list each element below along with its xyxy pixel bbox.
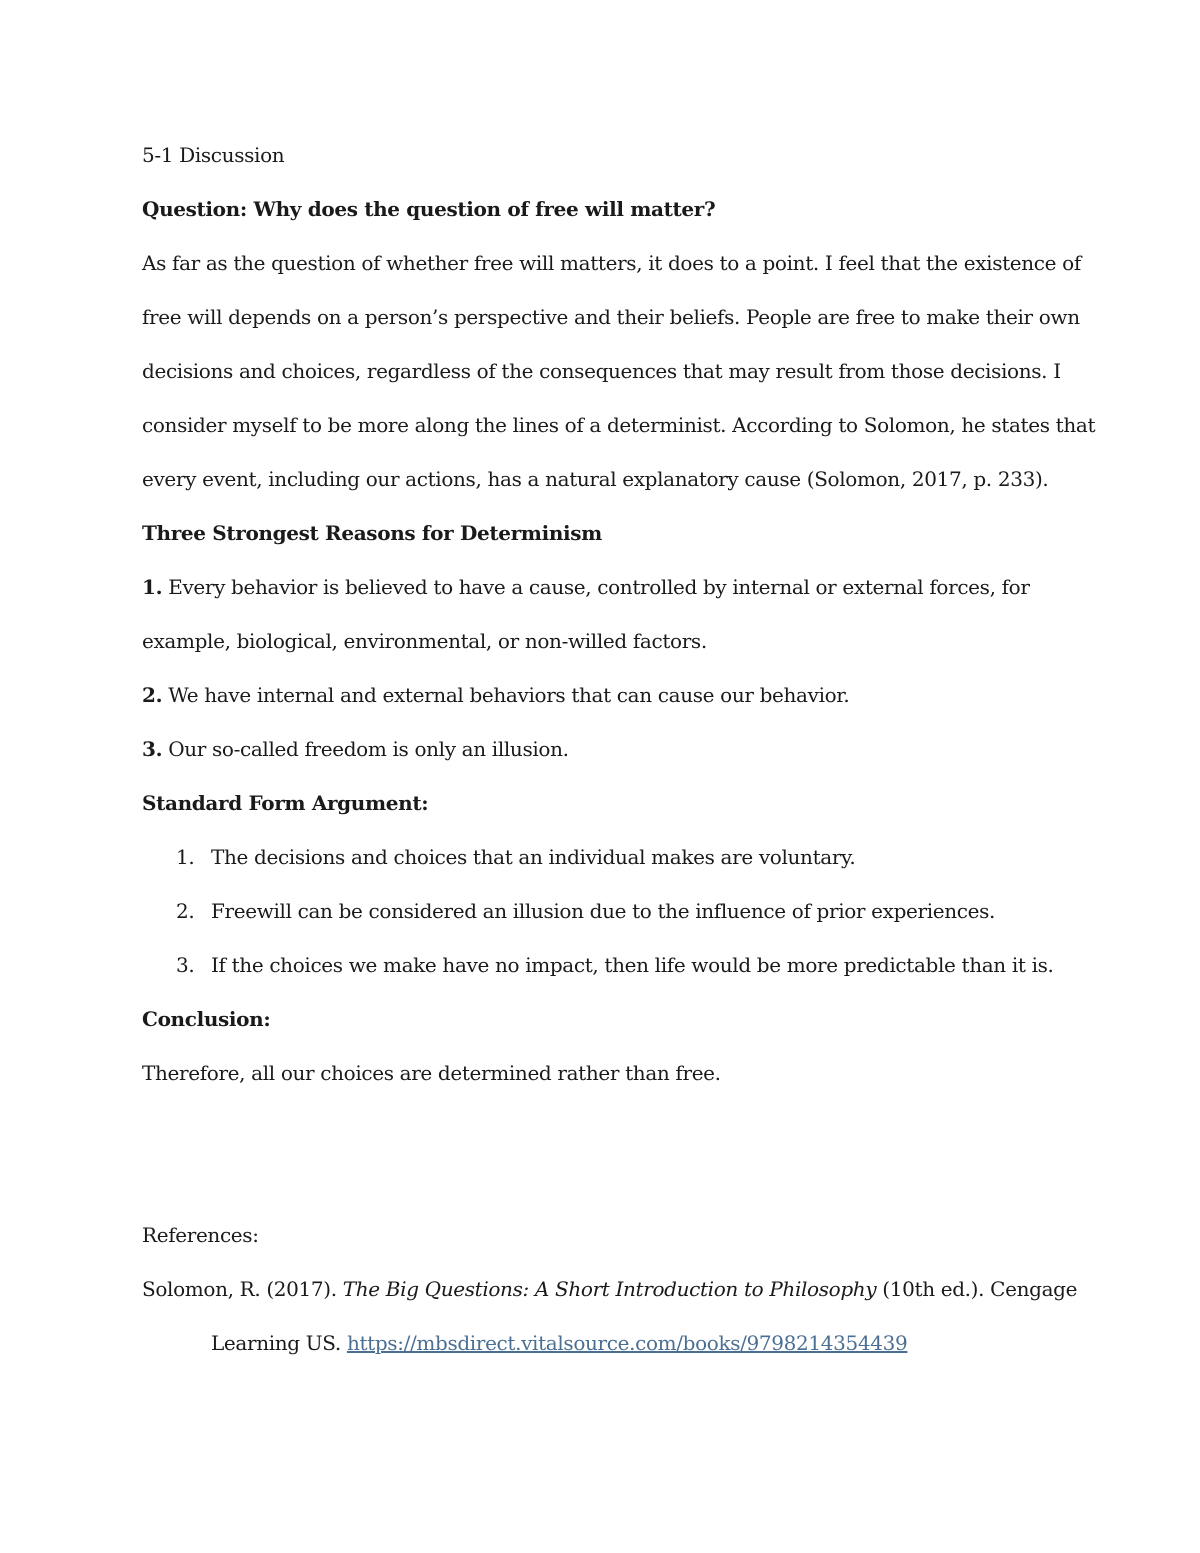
argument-text: The decisions and choices that an individual makes are voluntary. <box>211 845 856 869</box>
reason-text: We have internal and external behaviors that can cause our behavior. <box>168 683 850 707</box>
reason-text-cont: example, biological, environmental, or non-willed factors. <box>142 629 707 653</box>
reasons-heading: Three Strongest Reasons for Determinism <box>142 521 602 545</box>
argument-number: 2. <box>176 899 195 923</box>
blank-space <box>142 1100 1072 1208</box>
intro-paragraph <box>142 236 1096 506</box>
intro-line: every event, including our actions, has a natural explanatory cause (Solomon, 2017, p. 233). <box>142 467 1049 491</box>
document-page <box>142 128 1096 1370</box>
references-heading: References: <box>142 1223 259 1247</box>
reference-entry <box>142 1262 1078 1316</box>
intro-line: decisions and choices, regardless of the consequences that may result from those decisions. I <box>142 359 1061 383</box>
reason-text: Every behavior is believed to have a cause, controlled by internal or external forces, for <box>168 575 1030 599</box>
reference-link[interactable]: https://mbsdirect.vitalsource.com/books/9798214354439 <box>346 1331 908 1355</box>
argument-heading: Standard Form Argument: <box>142 791 429 815</box>
conclusion-heading: Conclusion: <box>142 1007 271 1031</box>
reason-item <box>142 668 1072 722</box>
reference-author-year: Solomon, R. (2017). <box>142 1277 343 1301</box>
question-heading: Question: Why does the question of free will matter? <box>142 197 716 221</box>
reason-text: Our so-called freedom is only an illusion. <box>168 737 569 761</box>
reason-item <box>142 722 1072 776</box>
intro-line: consider myself to be more along the lines of a determinist. According to Solomon, he states that <box>142 413 1096 437</box>
reference-entry-cont <box>142 1316 1072 1370</box>
intro-line: As far as the question of whether free will matters, it does to a point. I feel that the existence of <box>142 251 1081 275</box>
reference-edition: (10th ed.). Cengage <box>876 1277 1078 1301</box>
argument-text: Freewill can be considered an illusion due to the influence of prior experiences. <box>211 899 996 923</box>
reason-number: 2. <box>142 683 163 707</box>
argument-list-item <box>142 938 1072 992</box>
intro-line: free will depends on a person’s perspective and their beliefs. People are free to make their own <box>142 305 1080 329</box>
document-heading: 5-1 Discussion <box>142 143 285 167</box>
reference-publisher: Learning US. <box>211 1331 347 1355</box>
reason-number: 1. <box>142 575 163 599</box>
reference-title: The Big Questions: A Short Introduction to Philosophy <box>342 1277 877 1301</box>
argument-list-item <box>142 884 1072 938</box>
conclusion-text: Therefore, all our choices are determined rather than free. <box>142 1061 721 1085</box>
argument-number: 3. <box>176 953 195 977</box>
argument-number: 1. <box>176 845 195 869</box>
argument-text: If the choices we make have no impact, then life would be more predictable than it is. <box>211 953 1054 977</box>
reason-item <box>142 560 1072 668</box>
argument-list-item <box>142 830 1072 884</box>
reason-number: 3. <box>142 737 163 761</box>
